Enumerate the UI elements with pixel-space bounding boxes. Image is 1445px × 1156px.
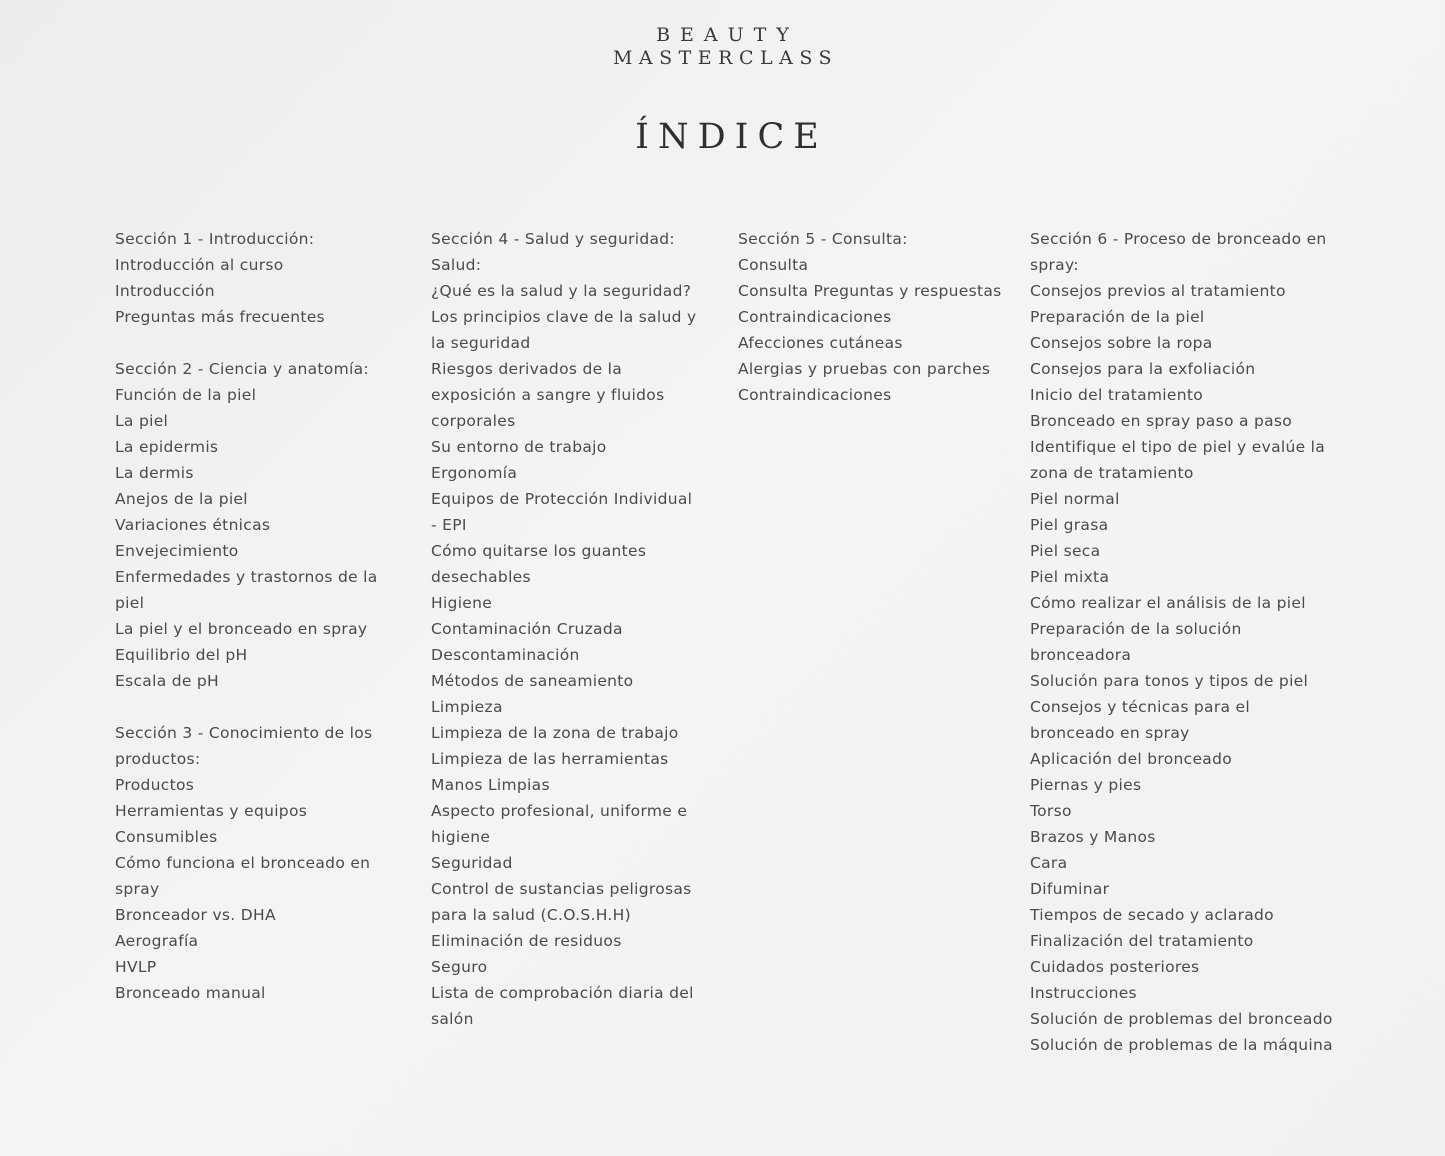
section-spacer xyxy=(115,694,390,720)
section-heading: Sección 3 - Conocimiento de los productos: xyxy=(115,724,373,768)
index-entry: Finalización del tratamiento xyxy=(1030,932,1254,950)
index-entry: Afecciones cutáneas xyxy=(738,334,903,352)
index-entry: Equipos de Protección Individual - EPI xyxy=(431,490,693,534)
brand-line-2: MASTERCLASS xyxy=(612,47,839,69)
index-entry: Variaciones étnicas xyxy=(115,516,271,534)
index-entry: Piel normal xyxy=(1030,490,1120,508)
section-heading: Sección 1 - Introducción: xyxy=(115,230,315,248)
index-entry: La epidermis xyxy=(115,438,219,456)
index-entry: Introducción al curso xyxy=(115,256,284,274)
index-entry: Piel mixta xyxy=(1030,568,1110,586)
index-entry: Limpieza de la zona de trabajo xyxy=(431,724,679,742)
section-heading: Sección 6 - Proceso de bronceado en spray: xyxy=(1030,230,1327,274)
index-entry: Aerografía xyxy=(115,932,199,950)
index-entry: Seguro xyxy=(431,958,488,976)
index-entry: La piel xyxy=(115,412,169,430)
index-entry: Piel seca xyxy=(1030,542,1101,560)
index-entry: Consumibles xyxy=(115,828,218,846)
index-entry: Su entorno de trabajo xyxy=(431,438,607,456)
index-column-3 xyxy=(738,226,1008,408)
index-entry: Preparación de la solución bronceadora xyxy=(1030,620,1242,664)
index-entry: Los principios clave de la salud y la seguridad xyxy=(431,308,697,352)
index-entry: Preguntas más frecuentes xyxy=(115,308,325,326)
index-entry: Salud: xyxy=(431,256,482,274)
index-entry: Escala de pH xyxy=(115,672,220,690)
index-entry: Alergias y pruebas con parches xyxy=(738,360,991,378)
index-entry: Instrucciones xyxy=(1030,984,1137,1002)
index-entry: Consulta Preguntas y respuestas xyxy=(738,282,1002,300)
index-entry: La piel y el bronceado en spray xyxy=(115,620,368,638)
brand-logo xyxy=(0,24,1445,70)
index-entry: Descontaminación xyxy=(431,646,580,664)
index-entry: Inicio del tratamiento xyxy=(1030,386,1203,404)
section-spacer xyxy=(115,330,390,356)
index-entry: Consejos previos al tratamiento xyxy=(1030,282,1286,300)
index-entry: Higiene xyxy=(431,594,493,612)
index-entry: Cómo funciona el bronceado en spray xyxy=(115,854,371,898)
index-entry: Consejos y técnicas para el bronceado en spray xyxy=(1030,698,1250,742)
index-entry: Contraindicaciones xyxy=(738,308,892,326)
index-entry: Productos xyxy=(115,776,195,794)
index-entry: Ergonomía xyxy=(431,464,518,482)
index-entry: ¿Qué es la salud y la seguridad? xyxy=(431,282,692,300)
index-entry: Control de sustancias peligrosas para la salud (C.O.S.H.H) xyxy=(431,880,692,924)
index-entry: Brazos y Manos xyxy=(1030,828,1156,846)
index-entry: Solución de problemas de la máquina xyxy=(1030,1036,1333,1054)
index-entry: Tiempos de secado y aclarado xyxy=(1030,906,1274,924)
index-entry: Contraindicaciones xyxy=(738,386,892,404)
index-entry: Bronceado en spray paso a paso xyxy=(1030,412,1293,430)
index-entry: Consulta xyxy=(738,256,809,274)
index-entry: Bronceado manual xyxy=(115,984,266,1002)
index-entry: Seguridad xyxy=(431,854,513,872)
index-entry: Piernas y pies xyxy=(1030,776,1142,794)
brand-line-1: BEAUTY xyxy=(656,24,799,46)
index-column-2 xyxy=(431,226,701,1032)
index-entry: Solución para tonos y tipos de piel xyxy=(1030,672,1309,690)
index-entry: Consejos sobre la ropa xyxy=(1030,334,1213,352)
index-entry: Aspecto profesional, uniforme e higiene xyxy=(431,802,688,846)
index-entry: Consejos para la exfoliación xyxy=(1030,360,1256,378)
index-entry: Cuidados posteriores xyxy=(1030,958,1200,976)
index-entry: La dermis xyxy=(115,464,194,482)
index-entry: Cómo realizar el análisis de la piel xyxy=(1030,594,1306,612)
index-entry: Métodos de saneamiento xyxy=(431,672,634,690)
section-heading: Sección 2 - Ciencia y anatomía: xyxy=(115,360,369,378)
index-entry: Contaminación Cruzada xyxy=(431,620,623,638)
index-entry: Herramientas y equipos xyxy=(115,802,308,820)
index-entry: Equilibrio del pH xyxy=(115,646,248,664)
index-entry: Introducción xyxy=(115,282,215,300)
index-entry: Manos Limpias xyxy=(431,776,550,794)
index-entry: Piel grasa xyxy=(1030,516,1109,534)
index-entry: Cara xyxy=(1030,854,1068,872)
index-entry: Riesgos derivados de la exposición a sangre y fluidos corporales xyxy=(431,360,665,430)
index-entry: Solución de problemas del bronceado xyxy=(1030,1010,1333,1028)
index-entry: Cómo quitarse los guantes desechables xyxy=(431,542,647,586)
index-entry: Bronceador vs. DHA xyxy=(115,906,276,924)
section-heading: Sección 4 - Salud y seguridad: xyxy=(431,230,675,248)
index-column-4 xyxy=(1030,226,1335,1058)
index-entry: Torso xyxy=(1030,802,1072,820)
index-entry: Lista de comprobación diaria del salón xyxy=(431,984,694,1028)
index-entry: Envejecimiento xyxy=(115,542,239,560)
index-entry: HVLP xyxy=(115,958,157,976)
index-entry: Función de la piel xyxy=(115,386,257,404)
index-entry: Identifique el tipo de piel y evalúe la zona de tratamiento xyxy=(1030,438,1326,482)
index-entry: Eliminación de residuos xyxy=(431,932,622,950)
index-entry: Enfermedades y trastornos de la piel xyxy=(115,568,378,612)
section-heading: Sección 5 - Consulta: xyxy=(738,230,908,248)
index-entry: Limpieza xyxy=(431,698,503,716)
index-entry: Anejos de la piel xyxy=(115,490,248,508)
index-entry: Aplicación del bronceado xyxy=(1030,750,1233,768)
index-entry: Difuminar xyxy=(1030,880,1110,898)
index-entry: Limpieza de las herramientas xyxy=(431,750,669,768)
page-title: ÍNDICE xyxy=(635,117,828,157)
index-column-1 xyxy=(115,226,390,1006)
index-entry: Preparación de la piel xyxy=(1030,308,1205,326)
